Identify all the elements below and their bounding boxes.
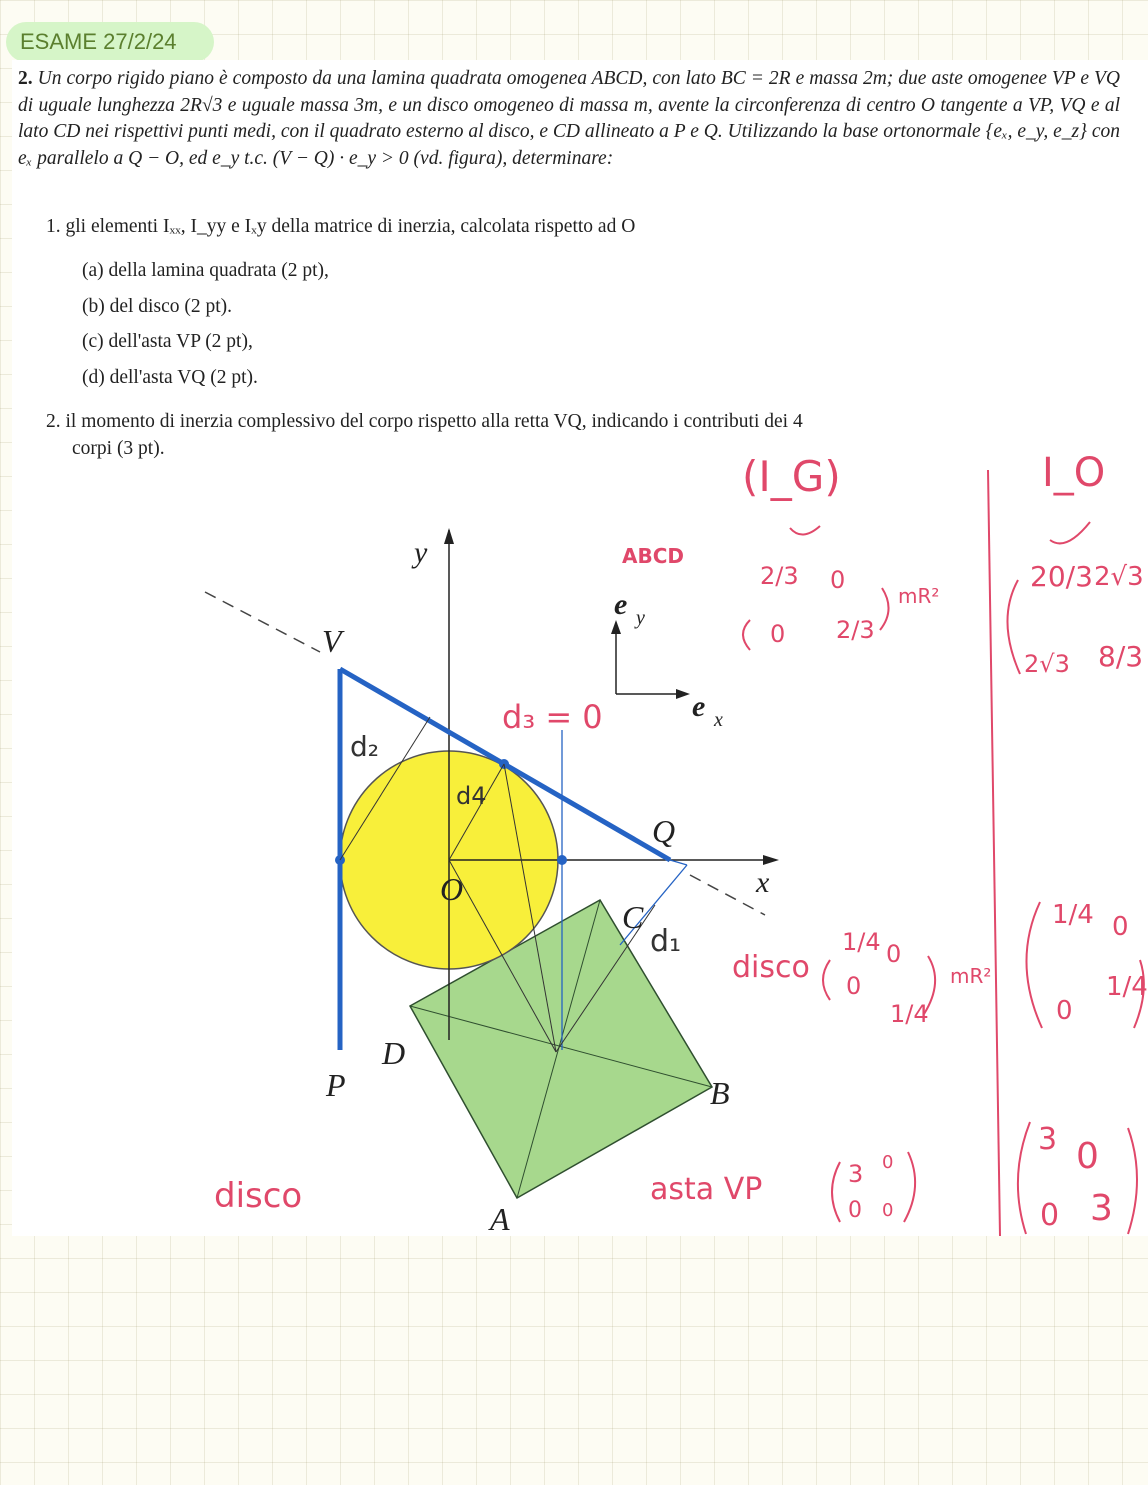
- asta-o22: 3: [1090, 1188, 1113, 1229]
- note-d1: d₁: [650, 924, 682, 959]
- label-a: A: [490, 1201, 510, 1237]
- abcd-m21: 0: [770, 620, 786, 648]
- question-1a: (a) della lamina quadrata (2 pt),: [82, 260, 329, 281]
- disco-m21: 0: [846, 972, 862, 1000]
- disco-m12: 0: [886, 940, 902, 968]
- abcd-m12: 0: [830, 566, 846, 594]
- bracket-asta-right: [904, 1152, 915, 1222]
- label-p: P: [326, 1067, 346, 1103]
- label-ex-sub: x: [714, 709, 723, 731]
- note-disco-2: disco: [214, 1176, 303, 1216]
- disco-o12: 0: [1112, 912, 1129, 942]
- handwritten-divider: [988, 470, 1000, 1236]
- label-ey: e: [614, 588, 628, 621]
- y-axis-arrow: [444, 528, 454, 544]
- note-d3: d₃ = 0: [502, 698, 603, 736]
- disco-unit: mR²: [950, 964, 992, 988]
- question-2: 2. il momento di inerzia complessivo del corpo rispetto alla retta VQ, indicando i contributi dei 4: [46, 411, 803, 432]
- disco-m11: 1/4: [842, 928, 881, 956]
- bracket-asta-left: [832, 1162, 840, 1222]
- abcd-m22: 2/3: [836, 616, 875, 644]
- bracket-disco-left: [823, 960, 830, 1000]
- label-c: C: [622, 899, 644, 935]
- disco-o21: 0: [1056, 996, 1073, 1026]
- bracket-abcd-right: [880, 588, 889, 630]
- asta-m22: 0: [882, 1200, 894, 1221]
- label-o: O: [440, 871, 464, 907]
- vq-extension-lower: [690, 875, 765, 915]
- problem-text: Un corpo rigido piano è composto da una lamina quadrata omogenea ABCD, con lato BC = 2R e massa 2m; due aste omogenee VP e VQ di uguale lunghezza 2R√3 e uguale massa 3m, e un disco omogeneo di massa m, avente la circonferenza di centro O tangente a VP, VQ e al lato CD nei rispettivi punti medi, con il quadrato esterno al disco, e CD allineato a P e Q. Utilizzando la base ortonormale {eₓ, e_y, e_z} con eₓ parallelo a Q − O, ed e_y t.c. (V − Q) · e_y > 0 (vd. figura), determinare:: [18, 68, 1120, 169]
- handwritten-tilde-2: [1050, 522, 1090, 543]
- handwritten-tilde-1: [790, 526, 820, 535]
- question-1: 1. gli elementi Iₓₓ, I_yy e Iₓy della matrice di inerzia, calcolata rispetto ad O: [46, 216, 636, 237]
- label-b: B: [710, 1075, 730, 1111]
- label-ey-sub: y: [636, 607, 645, 629]
- asta-o12: 0: [1076, 1136, 1099, 1177]
- note-io: I_O: [1042, 450, 1106, 496]
- disco-m22: 1/4: [890, 1000, 929, 1028]
- question-2-cont: corpi (3 pt).: [72, 438, 165, 459]
- label-y: y: [414, 536, 428, 569]
- bracket-asta-o-left: [1018, 1122, 1030, 1234]
- abcd-m11: 2/3: [760, 562, 799, 590]
- io-m21: 2√3: [1024, 650, 1070, 678]
- question-1c: (c) dell'asta VP (2 pt),: [82, 331, 253, 352]
- problem-number: 2.: [18, 68, 33, 89]
- note-abcd: ABCD: [622, 544, 685, 568]
- asta-o21: 0: [1040, 1198, 1060, 1233]
- bracket-asta-o-right: [1128, 1128, 1137, 1234]
- note-d2: d₂: [350, 730, 379, 763]
- asta-m21: 0: [848, 1198, 862, 1223]
- note-asta: asta VP: [650, 1172, 763, 1207]
- note-d4: d4: [456, 782, 487, 810]
- disco-o22: 1/4: [1106, 972, 1148, 1002]
- vq-extension-upper: [205, 592, 320, 652]
- label-x: x: [756, 866, 770, 899]
- label-ex: e: [692, 690, 706, 723]
- label-v: V: [322, 623, 342, 659]
- bracket-disco-o-left: [1026, 902, 1042, 1028]
- label-d: D: [382, 1035, 406, 1071]
- asta-m12: 0: [882, 1152, 894, 1173]
- x-axis-arrow: [763, 855, 779, 865]
- label-q: Q: [652, 813, 676, 849]
- note-ig: (I_G): [742, 452, 841, 501]
- note-disco: disco: [732, 950, 810, 985]
- exam-date-tag: ESAME 27/2/24: [6, 22, 214, 62]
- io-m11: 20/3: [1030, 560, 1093, 593]
- io-m22: 8/3: [1098, 640, 1144, 673]
- bracket-abcd-left: [743, 620, 750, 650]
- abcd-unit: mR²: [898, 584, 940, 608]
- question-1b: (b) del disco (2 pt).: [82, 296, 233, 317]
- io-m12: 2√3: [1094, 562, 1144, 592]
- asta-o11: 3: [1038, 1122, 1058, 1157]
- disco-o11: 1/4: [1052, 900, 1094, 930]
- question-1d: (d) dell'asta VQ (2 pt).: [82, 367, 258, 388]
- ey-arrow: [611, 620, 621, 634]
- bracket-io-left: [1007, 580, 1020, 674]
- asta-m11: 3: [848, 1160, 864, 1188]
- ex-arrow: [676, 689, 690, 699]
